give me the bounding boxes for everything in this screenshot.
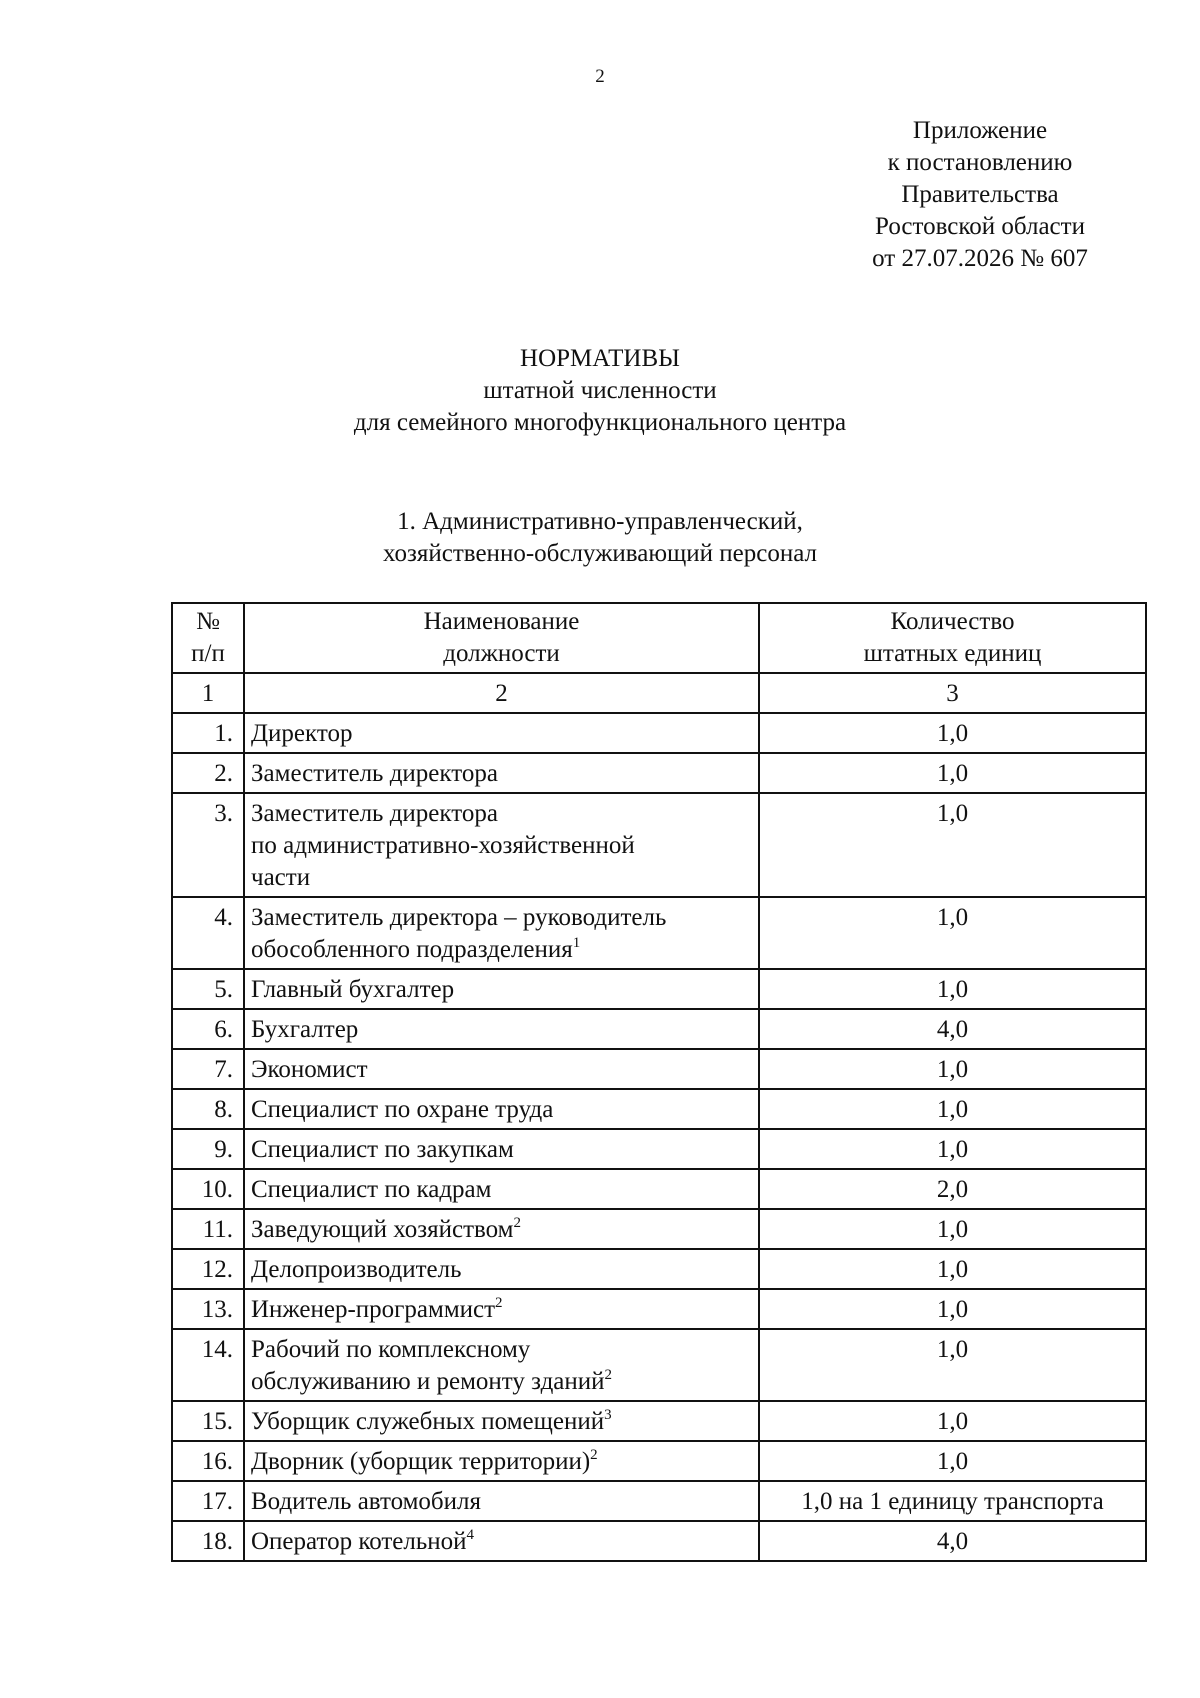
row-number: 10. <box>172 1169 244 1209</box>
position-name-line <box>251 1446 752 1478</box>
footnote-marker: 2 <box>495 1295 503 1311</box>
position-name-line <box>251 1214 752 1246</box>
position-name <box>244 1401 759 1441</box>
position-name-text: Заведующий хозяйством <box>251 1216 514 1243</box>
footnote-marker: 3 <box>604 1407 612 1423</box>
position-name-line <box>251 1054 752 1086</box>
table-row <box>172 1169 1146 1209</box>
appendix-line: от 27.07.2026 № 607 <box>872 245 1088 272</box>
staff-units: 1,0 <box>759 1129 1146 1169</box>
row-number: 3. <box>172 793 244 897</box>
staff-units: 1,0 <box>759 1089 1146 1129</box>
table-row <box>172 1401 1146 1441</box>
staff-units: 1,0 <box>759 1049 1146 1089</box>
position-name-text: части <box>251 864 311 891</box>
position-name-text: Дворник (уборщик территории) <box>251 1448 591 1475</box>
staff-units: 1,0 <box>759 1249 1146 1289</box>
position-name-text: Инженер-программист <box>251 1296 496 1323</box>
column-numbers-row <box>172 673 1146 713</box>
position-name-text: Заместитель директора <box>251 760 498 787</box>
staff-units: 1,0 <box>759 713 1146 753</box>
staff-units: 4,0 <box>759 1009 1146 1049</box>
position-name <box>244 1089 759 1129</box>
position-name-text: по административно-хозяйственной <box>251 832 635 859</box>
position-name-text: Водитель автомобиля <box>251 1488 481 1515</box>
position-name <box>244 969 759 1009</box>
position-name <box>244 1481 759 1521</box>
position-name-text: Главный бухгалтер <box>251 976 455 1003</box>
table-row <box>172 1089 1146 1129</box>
row-number: 12. <box>172 1249 244 1289</box>
position-name <box>244 897 759 969</box>
table-row <box>172 1249 1146 1289</box>
position-name <box>244 1169 759 1209</box>
table-header-row <box>172 603 1146 673</box>
header-text: Количество <box>890 608 1015 635</box>
table-row <box>172 897 1146 969</box>
appendix-block <box>830 115 1130 275</box>
position-name-line <box>251 934 752 966</box>
table-row <box>172 1521 1146 1561</box>
position-name-line <box>251 1334 752 1366</box>
appendix-line: Приложение <box>912 117 1048 144</box>
staff-norms-table <box>171 602 1147 1562</box>
position-name-line <box>251 862 752 894</box>
document-heading <box>0 343 1200 439</box>
row-number: 17. <box>172 1481 244 1521</box>
header-position-name <box>244 603 759 673</box>
position-name-text: Специалист по кадрам <box>251 1176 492 1203</box>
position-name <box>244 1009 759 1049</box>
row-number: 14. <box>172 1329 244 1401</box>
staff-units: 4,0 <box>759 1521 1146 1561</box>
position-name-text: обособленного подразделения <box>251 936 573 963</box>
position-name-line <box>251 1094 752 1126</box>
row-number: 8. <box>172 1089 244 1129</box>
position-name-text: Специалист по охране труда <box>251 1096 554 1123</box>
position-name-line <box>251 830 752 862</box>
position-name-line <box>251 902 752 934</box>
position-name-line <box>251 1294 752 1326</box>
staff-units: 1,0 <box>759 793 1146 897</box>
position-name-line <box>251 1486 752 1518</box>
position-name-text: Экономист <box>251 1056 368 1083</box>
position-name <box>244 753 759 793</box>
footnote-marker: 2 <box>590 1447 598 1463</box>
position-name-text: Бухгалтер <box>251 1016 359 1043</box>
staff-units: 1,0 <box>759 1289 1146 1329</box>
table-row <box>172 1289 1146 1329</box>
position-name-text: Заместитель директора <box>251 800 498 827</box>
staff-units: 1,0 на 1 единицу транспорта <box>759 1481 1146 1521</box>
table-row <box>172 1009 1146 1049</box>
staff-units: 1,0 <box>759 1209 1146 1249</box>
position-name-line <box>251 758 752 790</box>
footnote-marker: 2 <box>604 1367 613 1383</box>
column-number: 1 <box>172 673 244 713</box>
footnote-marker: 2 <box>513 1215 521 1231</box>
column-number: 3 <box>759 673 1146 713</box>
position-name <box>244 1329 759 1401</box>
row-number: 4. <box>172 897 244 969</box>
position-name-line <box>251 1254 752 1286</box>
appendix-line: Правительства <box>901 181 1059 208</box>
position-name-text: Рабочий по комплексному <box>251 1336 531 1363</box>
column-number: 2 <box>244 673 759 713</box>
document-subtitle: штатной численности <box>483 377 717 404</box>
header-text: № <box>196 608 220 635</box>
position-name-text: Уборщик служебных помещений <box>251 1408 605 1435</box>
position-name-text: Оператор котельной <box>251 1528 467 1555</box>
table-row <box>172 753 1146 793</box>
row-number: 6. <box>172 1009 244 1049</box>
staff-units: 1,0 <box>759 753 1146 793</box>
header-staff-units <box>759 603 1146 673</box>
document-title: НОРМАТИВЫ <box>520 345 680 372</box>
row-number: 5. <box>172 969 244 1009</box>
position-name <box>244 793 759 897</box>
appendix-line: к постановлению <box>887 149 1073 176</box>
section-title: 1. Административно-управленческий, <box>397 508 803 535</box>
header-number <box>172 603 244 673</box>
document-subtitle: для семейного многофункционального центра <box>353 409 847 436</box>
position-name-line <box>251 718 752 750</box>
table-row <box>172 969 1146 1009</box>
section-title: хозяйственно-обслуживающий персонал <box>382 540 818 567</box>
position-name <box>244 713 759 753</box>
position-name-line <box>251 974 752 1006</box>
row-number: 7. <box>172 1049 244 1089</box>
row-number: 11. <box>172 1209 244 1249</box>
staff-units: 2,0 <box>759 1169 1146 1209</box>
position-name <box>244 1441 759 1481</box>
header-text: п/п <box>191 640 225 667</box>
table-row <box>172 713 1146 753</box>
position-name <box>244 1129 759 1169</box>
table-row <box>172 1129 1146 1169</box>
staff-units: 1,0 <box>759 897 1146 969</box>
position-name-line <box>251 1134 752 1166</box>
row-number: 15. <box>172 1401 244 1441</box>
position-name-text: Директор <box>251 720 353 747</box>
position-name-text: обслуживанию и ремонту зданий <box>251 1368 605 1395</box>
position-name-line <box>251 1366 752 1398</box>
row-number: 9. <box>172 1129 244 1169</box>
appendix-line: Ростовской области <box>875 213 1085 240</box>
table-row <box>172 1209 1146 1249</box>
row-number: 1. <box>172 713 244 753</box>
position-name <box>244 1521 759 1561</box>
position-name-text: Специалист по закупкам <box>251 1136 514 1163</box>
staff-units: 1,0 <box>759 1329 1146 1401</box>
table-row <box>172 1441 1146 1481</box>
row-number: 16. <box>172 1441 244 1481</box>
page-number: 2 <box>595 66 605 87</box>
position-name-line <box>251 1406 752 1438</box>
position-name-line <box>251 1174 752 1206</box>
row-number: 2. <box>172 753 244 793</box>
table-row <box>172 793 1146 897</box>
footnote-marker: 4 <box>466 1527 475 1543</box>
table-row <box>172 1049 1146 1089</box>
header-text: должности <box>443 640 560 667</box>
position-name <box>244 1049 759 1089</box>
position-name-text: Делопроизводитель <box>251 1256 462 1283</box>
staff-units: 1,0 <box>759 1441 1146 1481</box>
position-name <box>244 1209 759 1249</box>
position-name-line <box>251 1526 752 1558</box>
section-heading <box>0 506 1200 570</box>
position-name <box>244 1289 759 1329</box>
staff-units: 1,0 <box>759 1401 1146 1441</box>
header-text: штатных единиц <box>863 640 1042 667</box>
row-number: 13. <box>172 1289 244 1329</box>
staff-units: 1,0 <box>759 969 1146 1009</box>
header-text: Наименование <box>423 608 580 635</box>
row-number: 18. <box>172 1521 244 1561</box>
table-row <box>172 1481 1146 1521</box>
position-name-line <box>251 798 752 830</box>
position-name-text: Заместитель директора – руководитель <box>251 904 667 931</box>
position-name <box>244 1249 759 1289</box>
table-row <box>172 1329 1146 1401</box>
position-name-line <box>251 1014 752 1046</box>
footnote-marker: 1 <box>572 935 581 951</box>
